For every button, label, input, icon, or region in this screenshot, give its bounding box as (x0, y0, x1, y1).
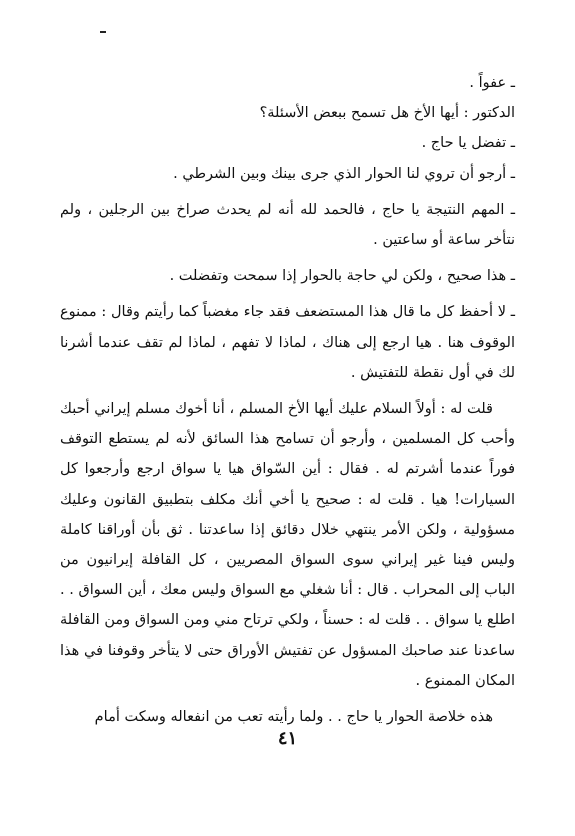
scan-mark (100, 31, 106, 33)
paragraph-excuse: ـ عفواً . (469, 75, 515, 91)
paragraph-correct: ـ هذا صحيح ، ولكن لي حاجة بالحوار إذا سمحت وتفضلت . (169, 268, 515, 285)
paragraph-memory: ـ لا أحفظ كل ما قال هذا المستضعف فقد جاء مغضباً كما رأيتم وقال : ممنوع الوقوف هنا . هيا ارجع إلى هناك ، لماذا لا تفهم ، لماذا لم تقف عندما أشرنا لك في أول نقطة للتفتيش . (60, 304, 515, 381)
paragraph-request: ـ أرجو أن تروي لنا الحوار الذي جرى بينك وبين الشرطي . (173, 165, 515, 182)
page-number: ٤١ (277, 728, 298, 749)
paragraph-dialogue: قلت له : أولاً السلام عليك أيها الأخ المسلم ، أنا أخوك مسلم إيراني أحبك وأحب كل المسلمين ، وأرجو أن تسامح هذا السائق لأنه لم يستطع التوقف فوراً عندما أشرتم له . فقال : أين السّواق هيا يا سواق ارجع وأرجعوا كل السيارات! هيا . قلت له : صحيح يا أخي أنك مكلف بتطبيق القانون وعليك مسؤولية ، ولكن الأمر ينتهي خلال دقائق إذا ساعدتنا . ثق بأن أوراقنا كاملة وليس فينا غير إيراني سوى السواق المصريين ، كل القافلة إيرانيون من الباب إلى المحراب . قال : أنا شغلي مع السواق وليس معك ، أين السواق . . اطلع يا سواق . . قلت له : حسناً ، ولكي ترتاح مني ومن السواق ومن القافلة ساعدنا عند صاحبك المسؤول عن تفتيش الأوراق حتى لا يتأخر وقوفنا في هذا المكان الممنوع . (60, 401, 515, 689)
body-text (60, 68, 515, 732)
paragraph-result: ـ المهم النتيجة يا حاج ، فالحمد لله أنه لم يحدث صراخ بين الرجلين ، ولم نتأخر ساعة أو ساعتين . (60, 201, 515, 249)
paragraph-doctor-question: الدكتور : أيها الأخ هل تسمح ببعض الأسئلة؟ (259, 105, 515, 122)
paragraph-go-ahead: ـ تفضل يا حاج . (421, 135, 515, 152)
paragraph-summary: هذه خلاصة الحوار يا حاج . . ولما رأيته تعب من انفعاله وسكت أمام (94, 709, 493, 726)
